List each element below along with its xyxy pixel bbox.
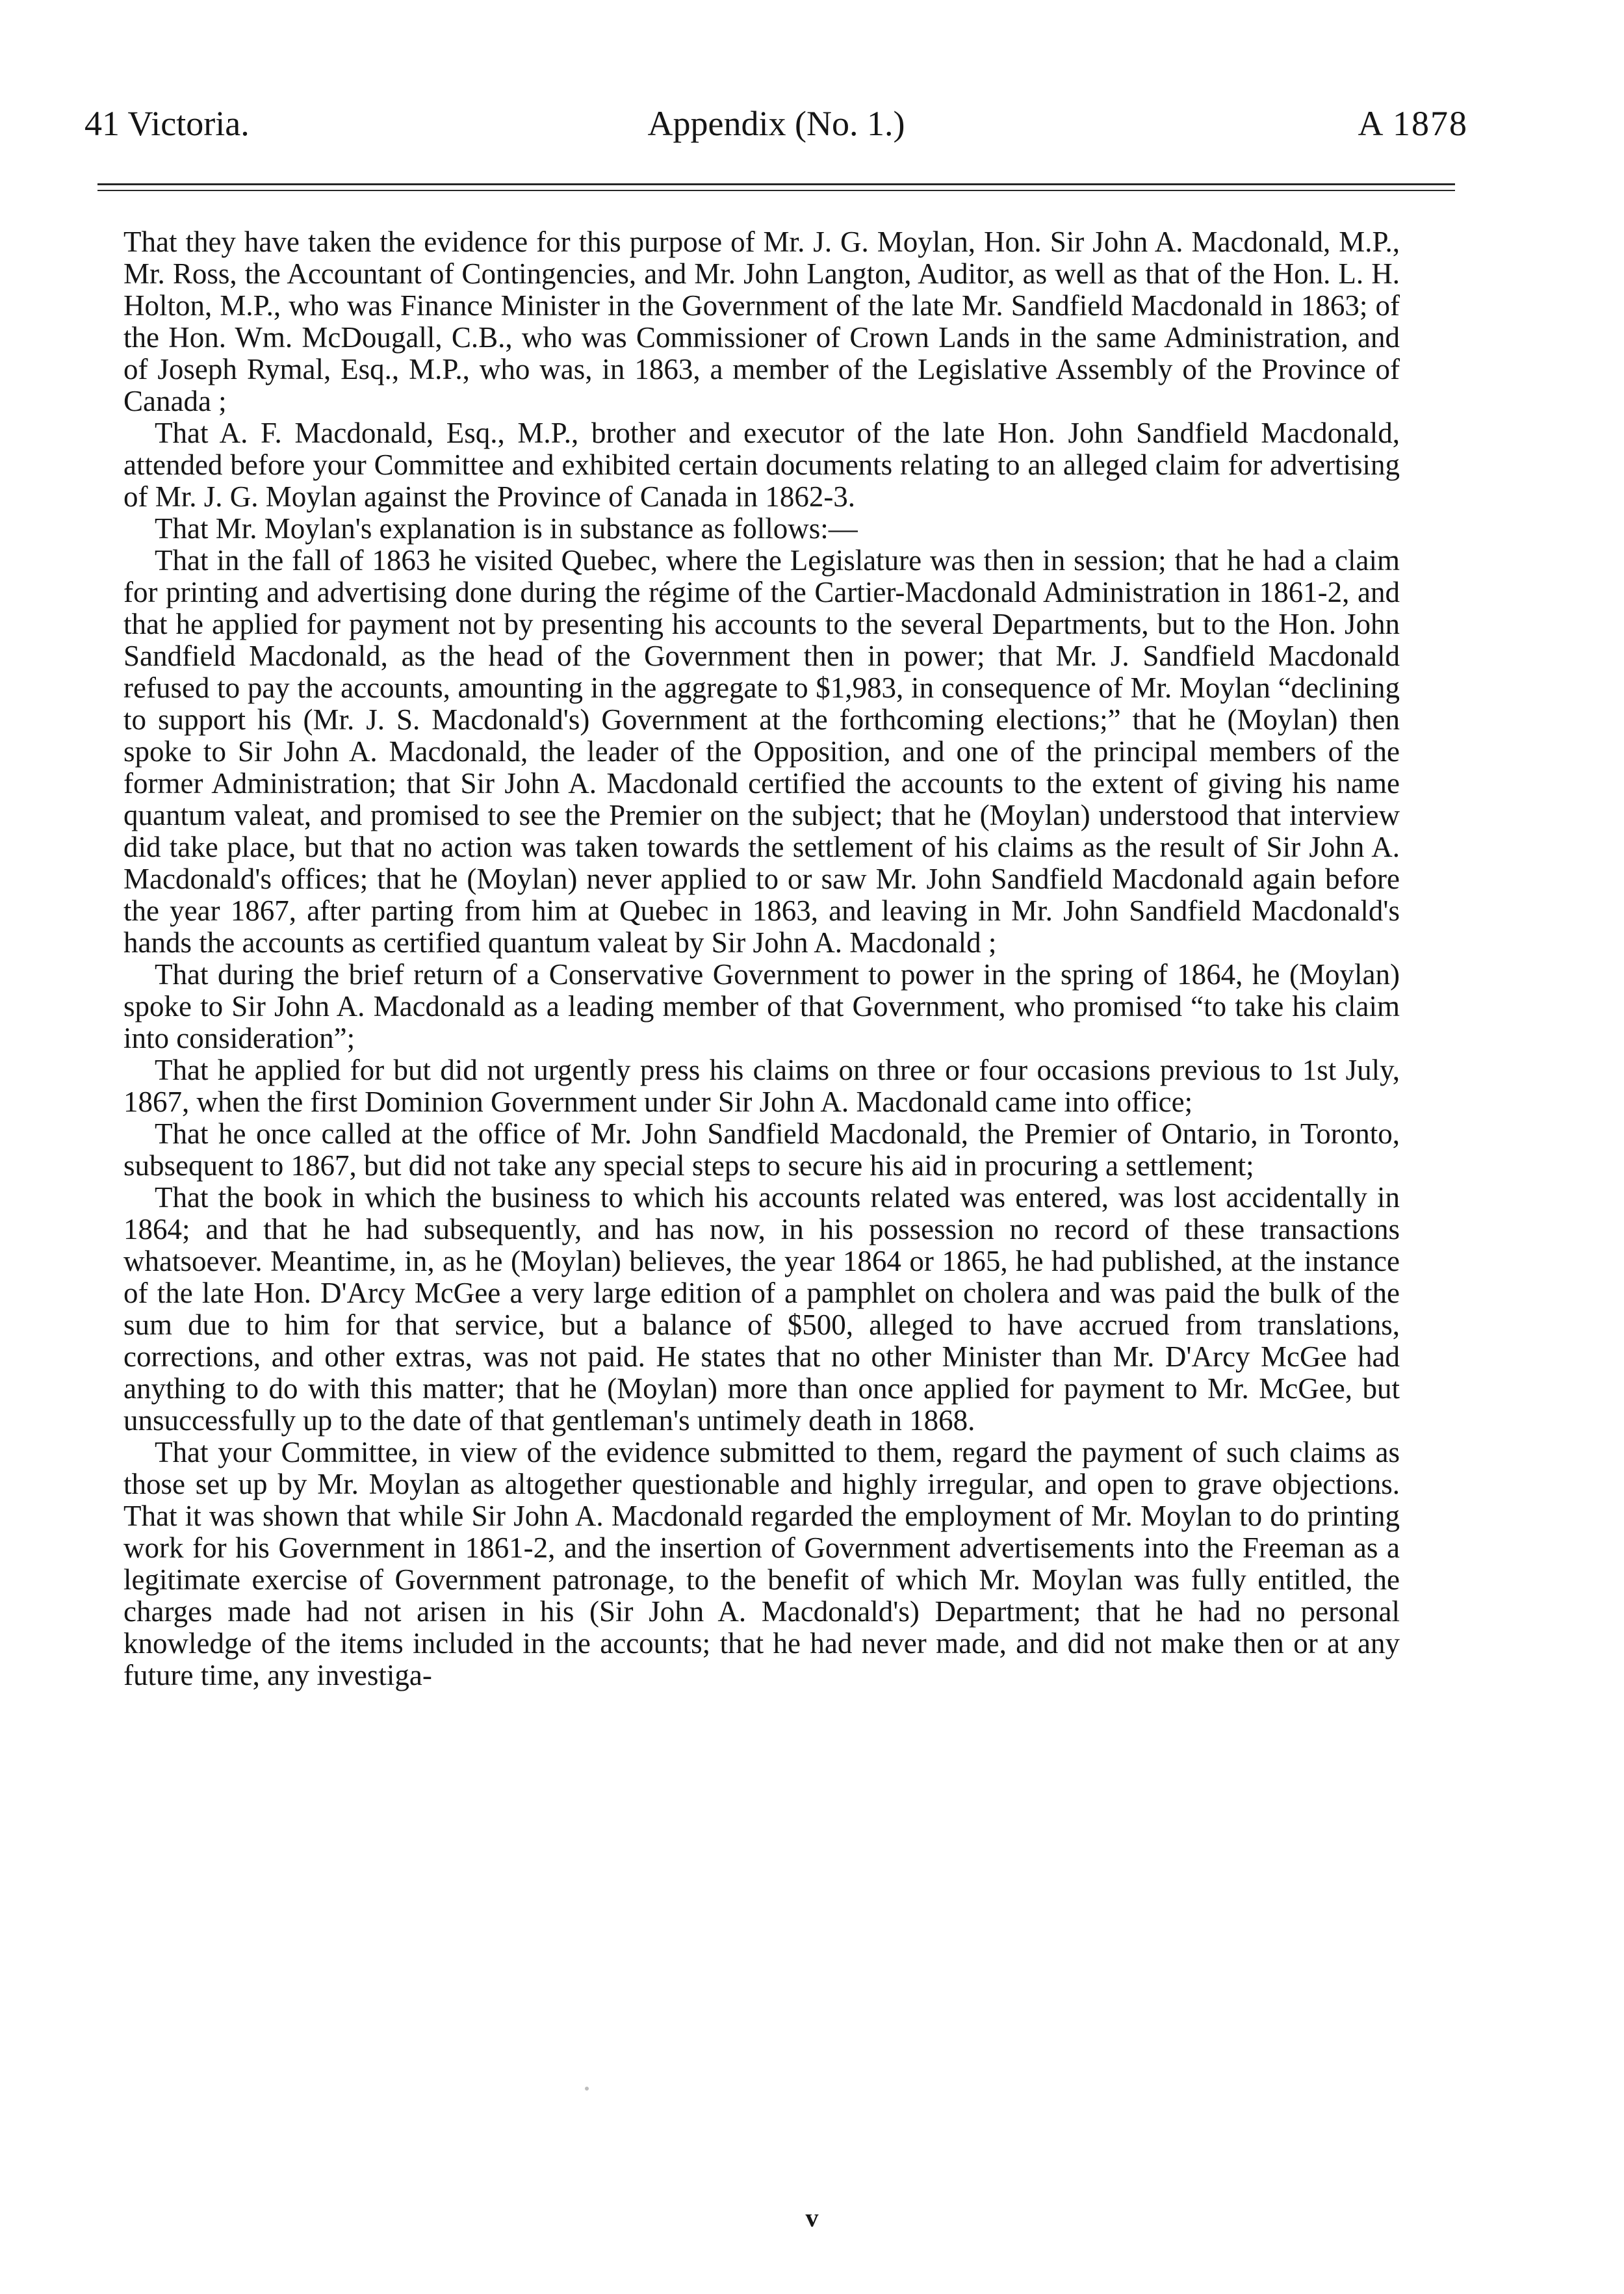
paragraph-evidence: That they have taken the evidence for this purpose of Mr. J. G. Moylan, Hon. Sir John A. Macdonald, M.P., Mr. Ross, the Accountant of Contingencies, and Mr. John Langton, Auditor, as well as that of the Hon. L. H. Holton, M.P., who was Finance Minister in the Government of the late Mr. Sandfield Macdonald in 1863; of the Hon. Wm. McDougall, C.B., who was Commissioner of Crown Lands in the same Administration, and of Joseph Rymal, Esq., M.P., who was, in 1863, a member of the Legislative Assembly of the Province of Canada ; [123,226,1400,417]
paragraph-spring-1864: That during the brief return of a Conservative Government to power in the spring of 1864, he (Moylan) spoke to Sir John A. Macdonald as a leading member of that Government, who promised “to take his claim into consideration”; [123,958,1400,1054]
header-double-rule [97,183,1455,194]
paragraph-claims-pressed: That he applied for but did not urgently press his claims on three or four occasions previous to 1st July, 1867, when the first Dominion Government under Sir John A. Macdonald came into office; [123,1054,1400,1118]
paragraph-toronto-visit: That he once called at the office of Mr. John Sandfield Macdonald, the Premier of Ontario, in Toronto, subsequent to 1867, but did not take any special steps to secure his aid in procuring a settlement; [123,1117,1400,1182]
header-rule-top [97,183,1455,185]
paragraph-lost-book: That the book in which the business to which his accounts related was entered, was lost accidentally in 1864; and that he had subsequently, and has now, in his possession no record of these transactions whatsoever. Meantime, in, as he (Moylan) believes, the year 1864 or 1865, he had published, at the instance of the late Hon. D'Arcy McGee a very large edition of a pamphlet on cholera and was paid the bulk of the sum due to him for that service, but a balance of $500, alleged to have accrued from translations, corrections, and other extras, was not paid. He states that no other Minister than Mr. D'Arcy McGee had anything to do with this matter; that he (Moylan) more than once applied for payment to Mr. McGee, but unsuccessfully up to the date of that gentleman's untimely death in 1868. [123,1181,1400,1437]
page-folio: v [805,2203,819,2232]
paragraph-committee-view: That your Committee, in view of the evidence submitted to them, regard the payment of such claims as those set up by Mr. Moylan as altogether questionable and highly irregular, and open to grave objections. That it was shown that while Sir John A. Macdonald regarded the employment of Mr. Moylan to do printing work for his Government in 1861-2, and the insertion of Government advertisements into the Freeman as a legitimate exercise of Government patronage, to the benefit of which Mr. Moylan was fully entitled, the charges made had not arisen in his (Sir John A. Macdonald's) Department; that he had no personal knowledge of the items included in the accounts; that he had never made, and did not make then or at any future time, any investiga- [123,1436,1400,1691]
paper-speck [585,2087,589,2091]
header-rule-bottom [97,190,1455,191]
session-label: 41 Victoria. [84,104,250,143]
paragraph-explanation-intro: That Mr. Moylan's explanation is in substance as follows:— [155,512,858,545]
running-header [84,98,1468,150]
paragraph-fall-1863: That in the fall of 1863 he visited Quebec, where the Legislature was then in session; that he had a claim for printing and advertising done during the régime of the Cartier-Macdonald Administration in 1861-2, and that he applied for payment not by presenting his accounts to the several Departments, but to the Hon. John Sandfield Macdonald, as the head of the Government then in power; that Mr. J. Sandfield Macdonald refused to pay the accounts, amounting in the aggregate to $1,983, in consequence of Mr. Moylan “declining to support his (Mr. J. S. Macdonald's) Government at the forthcoming elections;” that he (Moylan) then spoke to Sir John A. Macdonald, the leader of the Opposition, and one of the principal members of the former Administration; that Sir John A. Macdonald certified the accounts to the extent of giving his name quantum valeat, and promised to see the Premier on the subject; that he (Moylan) understood that interview did take place, but that no action was taken towards the settlement of his claims as the result of Sir John A. Macdonald's offices; that he (Moylan) never applied to or saw Mr. John Sandfield Macdonald again before the year 1867, after parting from him at Quebec in 1863, and leaving in Mr. John Sandfield Macdonald's hands the accounts as certified quantum valeat by Sir John A. Macdonald ; [123,544,1400,959]
page-title: Appendix (No. 1.) [647,104,905,143]
document-body [123,226,1400,1691]
paragraph-af-macdonald: That A. F. Macdonald, Esq., M.P., brother and executor of the late Hon. John Sandfield Macdonald, attended before your Committee and exhibited certain documents relating to an alleged claim for advertising of Mr. J. G. Moylan against the Province of Canada in 1862-3. [123,417,1400,513]
year-label: A 1878 [1358,104,1468,143]
